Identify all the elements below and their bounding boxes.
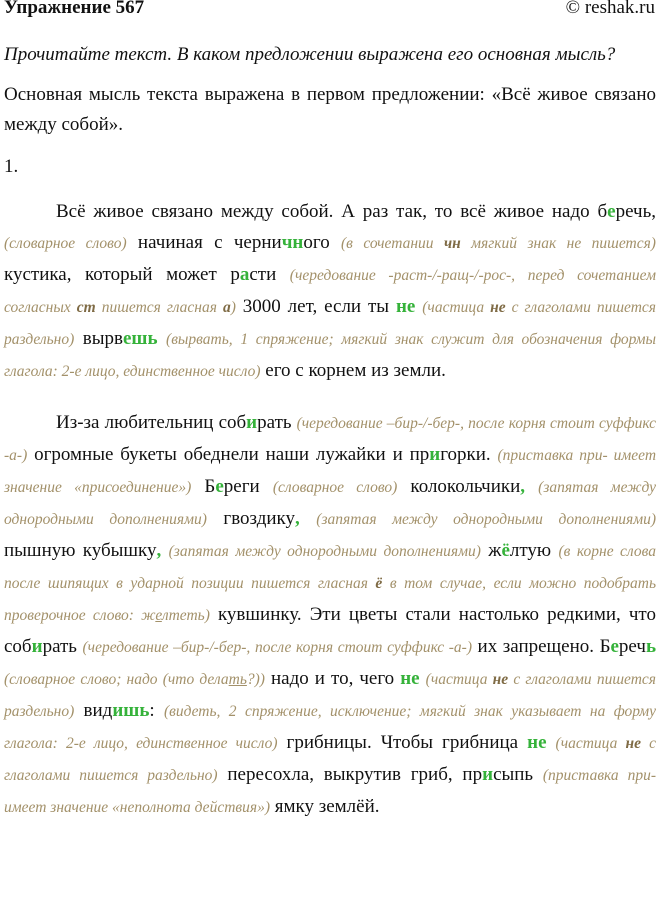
item-number: 1. bbox=[4, 156, 19, 177]
paragraph-2: Из-за любительниц собирать (чередование –бир-/-бер-, после корня стоит суффикс -а-) огромные букеты обеднели наши лужайки и пригорки. (приставка при- имеет значение «присоединение») Береги (словарное слово) колокольчики, (запятая между однородными дополнениями) гвоздику, (запятая между однородными дополнениями) пышную кубышку, (запятая между однородными дополнениями) жёлтую (в корне слова после шипящих в ударной позиции пишется гласная ё в том случае, если можно подобрать проверочное слово: желтеть) кувшинку. Эти цветы стали настолько редкими, что собирать (чередование –бир-/-бер-, после корня стоит суффикс -а-) их запрещено. Беречь (словарное слово; надо (что делать?)) надо и то, чего не (частица не с глаголами пишется раздельно) видишь: (видеть, 2 спряжение, исключение; мягкий знак указывает на форму глагола: 2-е лицо, единственное число) грибницы. Чтобы грибница не (частица не с глаголами пишется раздельно) пересохла, выкрутив гриб, присыпь (приставка при- имеет значение «неполнота действия») ямку землёй. bbox=[4, 412, 657, 817]
header bbox=[4, 0, 656, 24]
paragraph-1: Всё живое связано между собой. А раз так, то всё живое надо беречь, (словарное слово) начиная с черничного (в сочетании чн мягкий знак не пишется) кустика, который может расти (чередование -раст-/-ращ-/-рос-, перед сочетанием согласных ст пишется гласная а) 3000 лет, если ты не (частица не с глаголами пишется раздельно) вырвешь (вырвать, 1 спряжение; мягкий знак служит для обозначения формы глагола: 2-е лицо, единственное число) его с корнем из земли. bbox=[4, 201, 656, 381]
task-text: Прочитайте текст. В каком предложении выражена его основная мысль? bbox=[4, 44, 616, 65]
exercise-title: Упражнение 567 bbox=[4, 0, 145, 18]
answer-text: Основная мысль текста выражена в первом предложении: «Всё живое связано между собой». bbox=[4, 84, 656, 135]
site-watermark: © reshak.ru bbox=[565, 0, 655, 18]
